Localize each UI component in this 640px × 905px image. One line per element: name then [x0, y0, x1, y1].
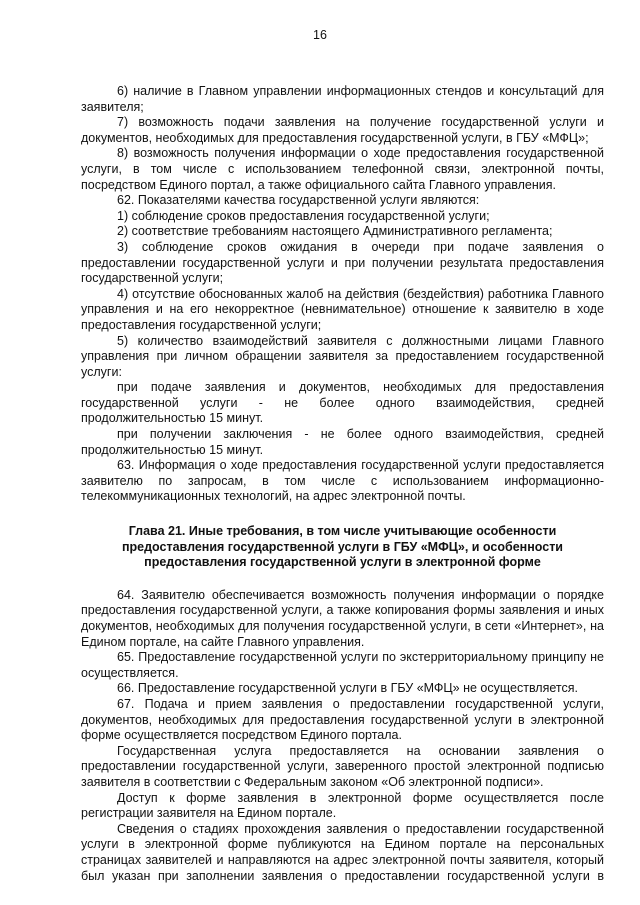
paragraph-stages: Сведения о стадиях прохождения заявления о предоставлении государственной услуги в электронной форме публикуются на Едином портале на персональных страницах заявителей и направляются на адрес электронной почты заявителя, который был указан при заполнении заявления о предоставлении государственной услуги в	[81, 821, 604, 883]
paragraph-signature: Государственная услуга предоставляется на основании заявления о предоставлении государственной услуги, заверенного простой электронной подписью заявителя в соответствии с Федеральным законом «Об электронной подписи».	[81, 743, 604, 789]
paragraph-item-8: 8) возможность получения информации о ходе предоставления государственной услуги, в том числе с использованием телефонной связи, электронной почты, посредством Единого портал, а также официального сайта Главного управления.	[81, 146, 604, 192]
paragraph-quality-1: 1) соблюдение сроков предоставления государственной услуги;	[117, 208, 490, 223]
chapter-heading-line: предоставления государственной услуги в электронной форме	[144, 555, 541, 570]
paragraph-item-7: 7) возможность подачи заявления на получение государственной услуги и документов, необходимых для предоставления государственной услуги, в ГБУ «МФЦ»;	[81, 115, 604, 145]
paragraph-64: 64. Заявителю обеспечивается возможность получения информации о порядке предоставления государственной услуги, а также копирования формы заявления и иных документов, необходимых для получения государственной услуги, в сети «Интернет», на Едином портале, на сайте Главного управления.	[81, 587, 604, 649]
paragraph-66: 66. Предоставление государственной услуги в ГБУ «МФЦ» не осуществляется.	[117, 681, 578, 696]
paragraph-quality-4: 4) отсутствие обоснованных жалоб на действия (бездействия) работника Главного управления и на его некорректное (невнимательное) отношение к заявителю в ходе предоставления государственной услуги;	[81, 286, 604, 332]
paragraph-63: 63. Информация о ходе предоставления государственной услуги предоставляется заявителю по запросам, в том числе с использованием информационно-телекоммуникационных технологий, на адрес электронной почты.	[81, 458, 604, 504]
paragraph-interaction-submit: при подаче заявления и документов, необходимых для предоставления государственной услуги - не более одного взаимодействия, средней продолжительностью 15 минут.	[81, 380, 604, 426]
paragraph-quality-5: 5) количество взаимодействий заявителя с должностными лицами Главного управления при личном обращении заявителя за предоставлением государственной услуги:	[81, 333, 604, 379]
paragraph-quality-2: 2) соответствие требованиям настоящего Административного регламента;	[117, 224, 553, 239]
paragraph-interaction-receive: при получении заключения - не более одного взаимодействия, средней продолжительностью 15 минут.	[81, 427, 604, 457]
document-body	[81, 84, 604, 884]
paragraph-65: 65. Предоставление государственной услуги по экстерриториальному принципу не осуществляется.	[81, 650, 604, 680]
paragraph-62: 62. Показателями качества государственной услуги являются:	[117, 193, 480, 208]
paragraph-item-6: 6) наличие в Главном управлении информационных стендов и консультаций для заявителя;	[81, 84, 604, 114]
paragraph-quality-3: 3) соблюдение сроков ожидания в очереди при подаче заявления о предоставлении государственной услуги и при получении результата предоставления государственной услуги;	[81, 239, 604, 286]
paragraph-access: Доступ к форме заявления в электронной форме осуществляется после регистрации заявителя на Едином портале.	[81, 790, 604, 821]
paragraph-67: 67. Подача и прием заявления о предоставлении государственной услуги, документов, необходимых для предоставления государственной услуги в электронной форме осуществляется посредством Единого портала.	[81, 696, 604, 743]
chapter-heading	[81, 524, 604, 571]
chapter-heading-line: Глава 21. Иные требования, в том числе учитывающие особенности	[128, 524, 557, 539]
page-number: 16	[313, 28, 327, 42]
chapter-heading-line: предоставления государственной услуги в ГБУ «МФЦ», и особенности	[121, 539, 563, 554]
